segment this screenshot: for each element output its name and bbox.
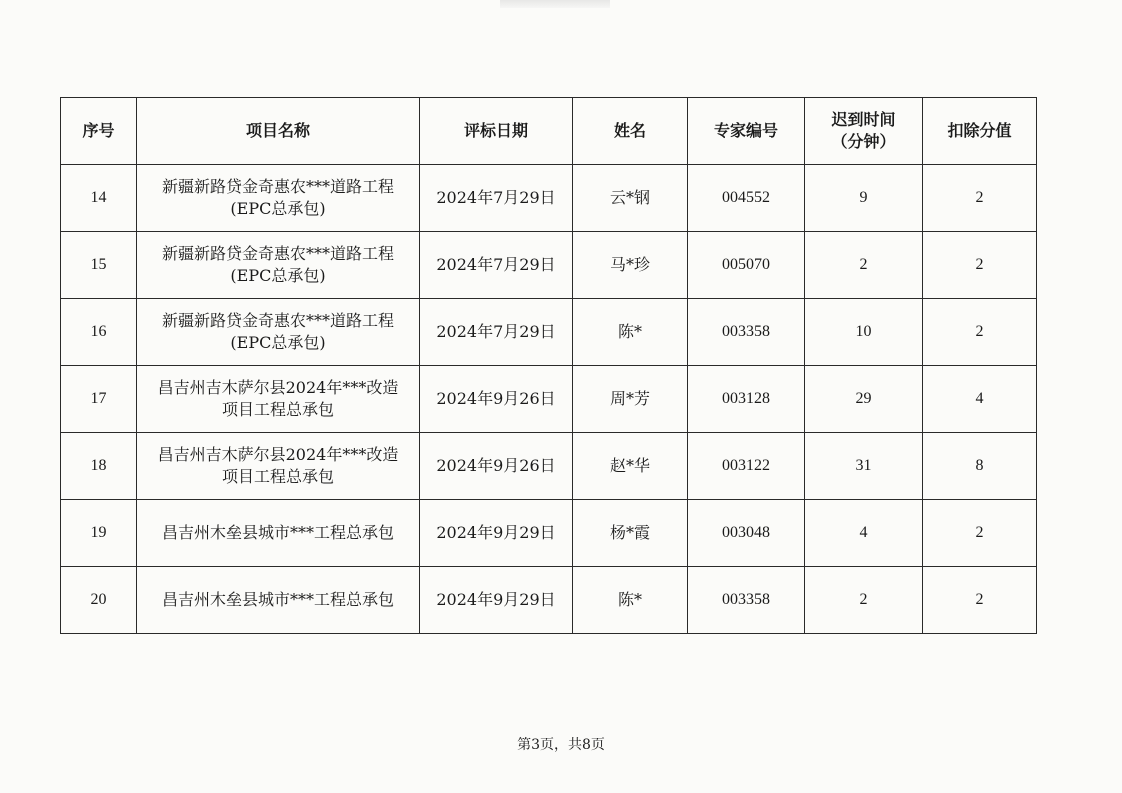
cell-seq: 19 [61,500,137,567]
cell-name: 马*珍 [573,232,688,299]
header-late-line2: （分钟） [831,132,896,151]
cell-date: 2024年9月26日 [420,433,573,500]
cell-seq: 14 [61,165,137,232]
project-line2: (EPC总承包) [230,333,326,352]
table-row [61,567,1037,634]
cell-project [137,299,420,366]
cell-project [137,500,420,567]
cell-deduction: 2 [923,165,1037,232]
cell-expert-id: 005070 [688,232,805,299]
project-line2: (EPC总承包) [230,199,326,218]
cell-deduction: 2 [923,567,1037,634]
project-line1: 新疆新路贷金奇惠农***道路工程 [161,177,394,196]
header-late-line1: 迟到时间 [831,110,896,129]
cell-name: 杨*霞 [573,500,688,567]
cell-name: 陈* [573,567,688,634]
cell-date: 2024年7月29日 [420,165,573,232]
cell-late: 9 [805,165,923,232]
cell-project [137,433,420,500]
cell-date: 2024年7月29日 [420,232,573,299]
cell-seq: 15 [61,232,137,299]
cell-deduction: 2 [923,500,1037,567]
cell-late: 29 [805,366,923,433]
cell-name: 陈* [573,299,688,366]
cell-name: 云*钢 [573,165,688,232]
cell-project [137,567,420,634]
table-row [61,232,1037,299]
cell-date: 2024年7月29日 [420,299,573,366]
cell-name: 赵*华 [573,433,688,500]
table-row [61,433,1037,500]
project-line2: 项目工程总承包 [221,400,334,419]
header-project: 项目名称 [137,98,420,165]
project-line1: 昌吉州吉木萨尔县2024年***改造 [157,378,399,397]
page-number: 第3页，共8页 [517,737,605,753]
cell-seq: 17 [61,366,137,433]
cell-late: 4 [805,500,923,567]
cell-seq: 20 [61,567,137,634]
cell-date: 2024年9月29日 [420,567,573,634]
cell-project [137,165,420,232]
cell-late: 31 [805,433,923,500]
cell-date: 2024年9月26日 [420,366,573,433]
cell-date: 2024年9月29日 [420,500,573,567]
table-row [61,165,1037,232]
header-late-time [805,98,923,165]
cell-seq: 18 [61,433,137,500]
cell-expert-id: 003122 [688,433,805,500]
cell-late: 2 [805,567,923,634]
cell-expert-id: 003128 [688,366,805,433]
cell-late: 2 [805,232,923,299]
late-deduction-table [60,97,1037,634]
project-line1: 昌吉州木垒县城市***工程总承包 [161,590,394,609]
table-row [61,500,1037,567]
cell-project [137,366,420,433]
project-line2: (EPC总承包) [230,266,326,285]
cell-expert-id: 003358 [688,567,805,634]
cell-expert-id: 004552 [688,165,805,232]
project-line2: 项目工程总承包 [221,467,334,486]
cell-expert-id: 003358 [688,299,805,366]
project-line1: 新疆新路贷金奇惠农***道路工程 [161,311,394,330]
table-row [61,366,1037,433]
project-line1: 昌吉州吉木萨尔县2024年***改造 [157,445,399,464]
project-line1: 昌吉州木垒县城市***工程总承包 [161,523,394,542]
cell-deduction: 8 [923,433,1037,500]
cell-deduction: 2 [923,232,1037,299]
cell-project [137,232,420,299]
project-line1: 新疆新路贷金奇惠农***道路工程 [161,244,394,263]
cell-deduction: 4 [923,366,1037,433]
table-row [61,299,1037,366]
header-date: 评标日期 [420,98,573,165]
table-header-row [61,98,1037,165]
cell-expert-id: 003048 [688,500,805,567]
cell-deduction: 2 [923,299,1037,366]
header-seq: 序号 [61,98,137,165]
cell-late: 10 [805,299,923,366]
cell-seq: 16 [61,299,137,366]
cell-name: 周*芳 [573,366,688,433]
header-name: 姓名 [573,98,688,165]
scan-mark [500,0,610,8]
header-expert-id: 专家编号 [688,98,805,165]
header-deduction: 扣除分值 [923,98,1037,165]
